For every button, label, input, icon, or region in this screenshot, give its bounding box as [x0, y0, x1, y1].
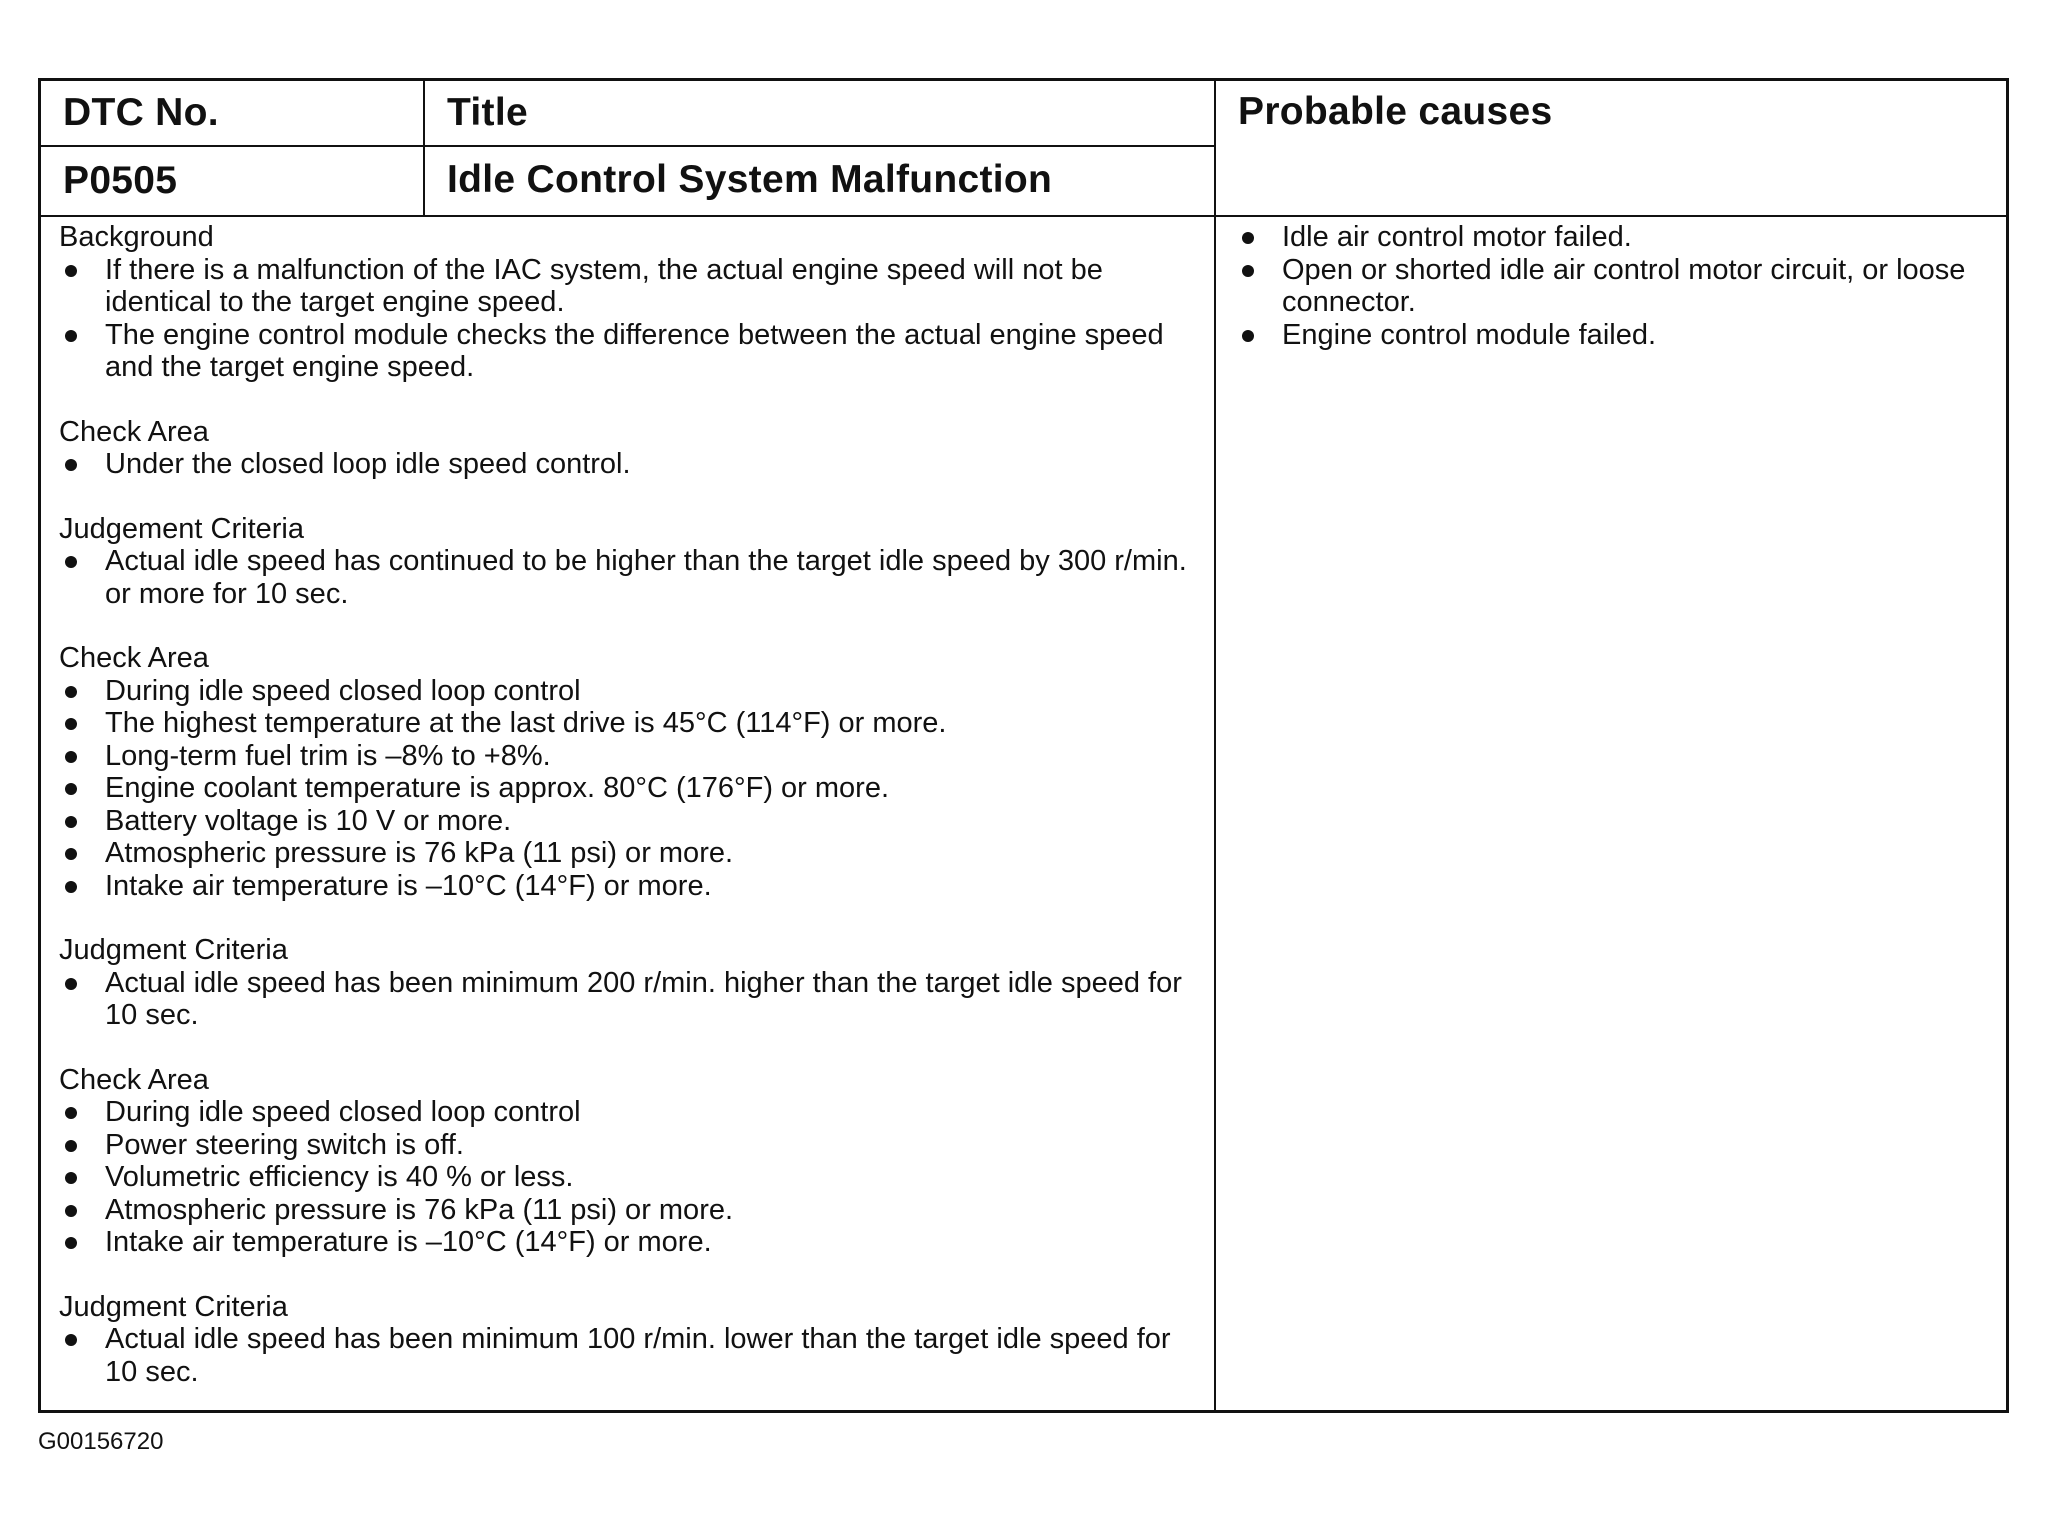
bullet-item: If there is a malfunction of the IAC system, the actual engine speed will not be identical to the target engine speed.: [59, 254, 1192, 319]
probable-causes-list: [1236, 221, 1984, 351]
description-sections: [59, 221, 1192, 1388]
description-panel: [41, 221, 1214, 1420]
section: [59, 1064, 1192, 1259]
section-title: Check Area: [59, 642, 209, 674]
section-title: Background: [59, 221, 214, 253]
probable-causes-header-text: Probable causes: [1238, 90, 1553, 133]
section: [59, 642, 1192, 902]
bullet-item: Actual idle speed has been minimum 200 r/min. higher than the target idle speed for 10 sec.: [59, 967, 1192, 1032]
bullet-list: [59, 1096, 1192, 1259]
section-title: Judgment Criteria: [59, 934, 288, 966]
bullet-item: Power steering switch is off.: [59, 1129, 1192, 1162]
bullet-item: Volumetric efficiency is 40 % or less.: [59, 1161, 1192, 1194]
cause-item: Open or shorted idle air control motor circuit, or loose connector.: [1236, 254, 1984, 319]
bullet-item: Battery voltage is 10 V or more.: [59, 805, 1192, 838]
section: [59, 934, 1192, 1032]
section-title: Check Area: [59, 415, 209, 448]
section: [59, 513, 1192, 611]
bullet-list: [59, 254, 1192, 384]
divider-body: [41, 215, 2006, 217]
dtc-table: [38, 78, 2009, 1413]
bullet-list: [59, 967, 1192, 1032]
bullet-item: Intake air temperature is –10°C (14°F) or more.: [59, 870, 1192, 903]
bullet-item: Engine coolant temperature is approx. 80°C (176°F) or more.: [59, 772, 1192, 805]
bullet-list: [59, 545, 1192, 610]
title-value: [425, 147, 1214, 215]
dtc-code: P0505: [63, 159, 178, 202]
dtc-title: Idle Control System Malfunction: [447, 158, 1053, 201]
dtc-value: [41, 147, 423, 215]
bullet-item: Atmospheric pressure is 76 kPa (11 psi) or more.: [59, 1194, 1192, 1227]
cause-item: Engine control module failed.: [1236, 319, 1984, 352]
section-title: Judgement Criteria: [59, 512, 304, 545]
bullet-item: Atmospheric pressure is 76 kPa (11 psi) or more.: [59, 837, 1192, 870]
figure-id: G00156720: [38, 1428, 164, 1455]
title-header: [425, 81, 1214, 145]
section: [59, 221, 1192, 384]
bullet-item: Long-term fuel trim is –8% to +8%.: [59, 740, 1192, 773]
bullet-item: The highest temperature at the last drive is 45°C (114°F) or more.: [59, 707, 1192, 740]
bullet-item: During idle speed closed loop control: [59, 1096, 1192, 1129]
section-title: Check Area: [59, 1063, 209, 1096]
probable-causes-header: [1216, 81, 2006, 145]
section: [59, 1291, 1192, 1389]
bullet-item: Intake air temperature is –10°C (14°F) or more.: [59, 1226, 1192, 1259]
bullet-item: During idle speed closed loop control: [59, 675, 1192, 708]
dtc-no-header: [41, 81, 423, 145]
bullet-list: [59, 675, 1192, 903]
section-title: Judgment Criteria: [59, 1290, 288, 1323]
bullet-item: Actual idle speed has continued to be higher than the target idle speed by 300 r/min. or more for 10 sec.: [59, 545, 1192, 610]
dtc-no-header-text: DTC No.: [63, 91, 219, 134]
bullet-item: The engine control module checks the difference between the actual engine speed and the target engine speed.: [59, 319, 1192, 384]
probable-causes-panel: [1216, 221, 2006, 351]
bullet-list: [59, 448, 1192, 481]
bullet-item: Actual idle speed has been minimum 100 r/min. lower than the target idle speed for 10 sec.: [59, 1323, 1192, 1388]
cause-item: Idle air control motor failed.: [1236, 221, 1984, 254]
bullet-item: Under the closed loop idle speed control.: [59, 448, 1192, 481]
title-header-text: Title: [447, 91, 528, 134]
bullet-list: [59, 1323, 1192, 1388]
section: [59, 416, 1192, 481]
